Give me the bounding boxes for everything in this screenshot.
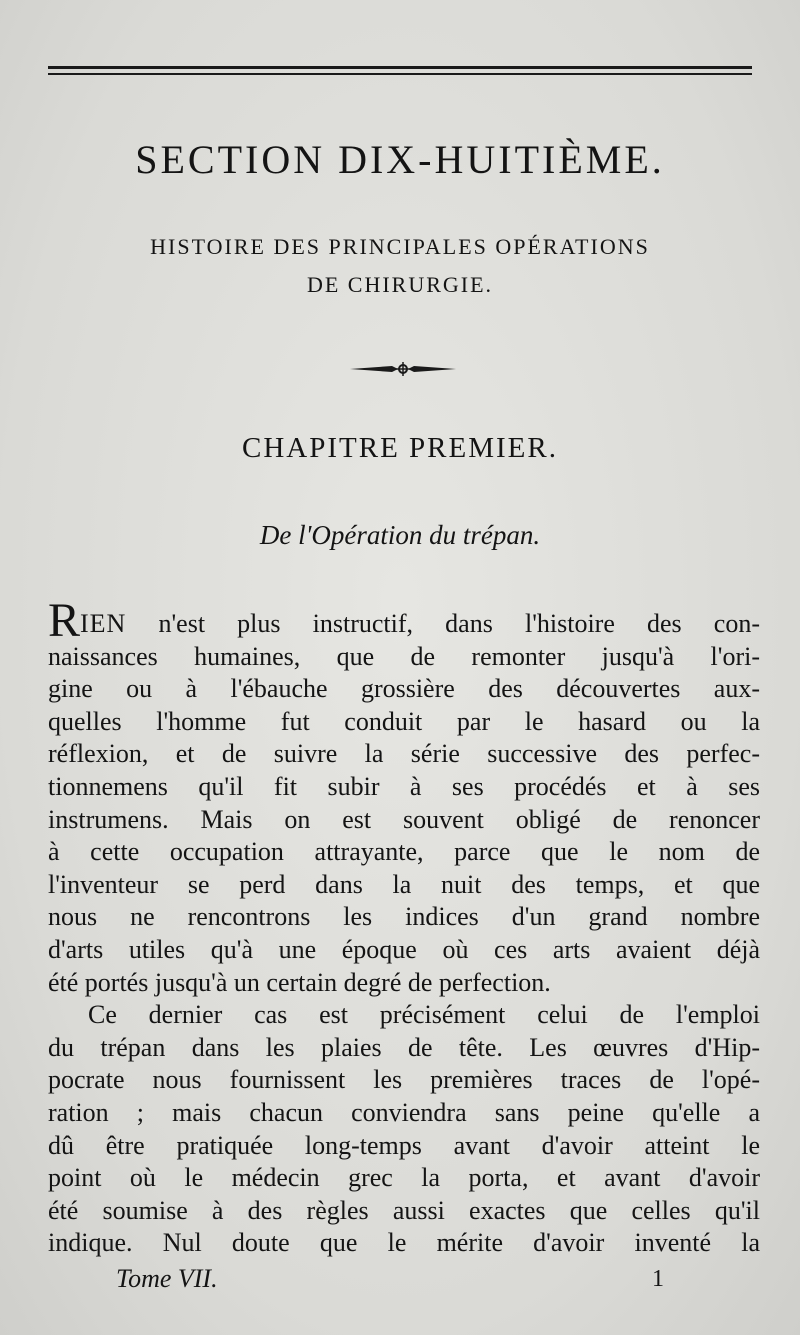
body-line: instrumens. Mais on est souvent obligé de renoncer [48,804,760,834]
body-line: point où le médecin grec la porta, et avant d'avoir [48,1163,760,1193]
body-text [48,594,760,1260]
body-line: indique. Nul doute que le mérite d'avoir inventé la [48,1228,760,1258]
body-line: pocrate nous fournissent les premières traces de l'opé- [48,1065,760,1095]
body-line: gine ou à l'ébauche grossière des découvertes aux- [48,674,760,704]
body-line: quelles l'homme fut conduit par le hasard ou la [48,706,760,736]
drop-cap: R [48,594,81,647]
small-caps-word: IEN [80,609,127,638]
body-line: été soumise à des règles aussi exactes que celles qu'il [48,1195,760,1225]
body-line: à cette occupation attrayante, parce que le nom de [48,837,760,867]
subtitle-line-1: HISTOIRE DES PRINCIPALES OPÉRATIONS [150,234,650,259]
body-line: tionnemens qu'il fit subir à ses procédés et à ses [48,771,760,801]
body-line: du trépan dans les plaies de tête. Les œuvres d'Hip- [48,1032,760,1062]
body-line: dû être pratiquée long-temps avant d'avoir atteint le [48,1130,760,1160]
body-line: naissances humaines, que de remonter jusqu'à l'ori- [48,641,760,671]
section-title: SECTION DIX-HUITIÈME. [135,137,665,182]
top-rule-thick [48,66,752,69]
body-line: d'arts utiles qu'à une époque où ces arts avaient déjà [48,934,760,964]
body-line: l'inventeur se perd dans la nuit des temps, et que [48,869,760,899]
body-line-1: RIEN n'est plus instructif, dans l'histoire des con- [48,594,760,647]
body-line: été portés jusqu'à un certain degré de perfection. [48,967,551,997]
body-line-paragraph-start: Ce dernier cas est précisément celui de l'emploi [88,1000,760,1030]
footer-signature-mark: 1 [652,1266,664,1292]
footer-volume-label: Tome VII. [116,1264,218,1293]
ornament-divider-icon [348,360,458,378]
body-line: ration ; mais chacun conviendra sans peine qu'elle a [48,1097,760,1127]
chapter-title: CHAPITRE PREMIER. [242,432,558,464]
subtitle-line-2: DE CHIRURGIE. [306,272,494,297]
body-line: réflexion, et de suivre la série successive des perfec- [48,739,760,769]
chapter-subheading: De l'Opération du trépan. [259,520,541,550]
body-line: nous ne rencontrons les indices d'un grand nombre [48,902,760,932]
top-rule-thin [48,73,752,75]
